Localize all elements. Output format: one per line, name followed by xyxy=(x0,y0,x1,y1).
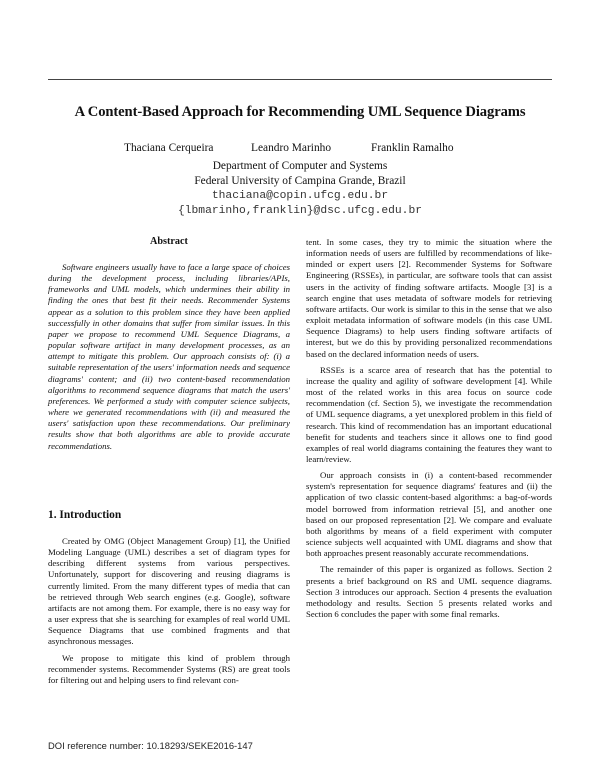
author-3: Franklin Ramalho xyxy=(371,142,454,154)
university: Federal University of Campina Grande, Brazil xyxy=(194,175,406,187)
email-primary: thaciana@copin.ufcg.edu.br xyxy=(211,190,389,202)
intro-paragraph-outline: The remainder of this paper is organized as follows. Section 2 presents a brief background on RS and UML sequence diagrams. Section 3 introduces our approach. Section 4 presents the evaluation methodology and results. Section 5 presents related works and Section 6 concludes the paper with some final remarks. xyxy=(306,564,552,619)
author-2: Leandro Marinho xyxy=(251,142,332,154)
introduction-left-column xyxy=(48,536,290,686)
paper-title: A Content-Based Approach for Recommending UML Sequence Diagrams xyxy=(74,104,526,120)
intro-paragraph-continued: tent. In some cases, they try to mimic the situation where the information needs of users are fulfilled by recommendations of like-minded or expert users [2]. Recommender Systems for Software Engineering (RSSEs), in particular, are software tools that can assist users in the activity of finding software artifacts. Moogle [3] is a search engine that uses metadata of software models for retrieving software artifacts. Our work is similar to this in the sense that we also exploit metadata information of software models (in this case UML Sequence Diagrams) to help users finding software artifacts of interest, but we do this by providing personalized recommendations based on the declared information needs of users. xyxy=(306,237,552,359)
abstract-heading: Abstract xyxy=(150,236,188,247)
doi-footer: DOI reference number: 10.18293/SEKE2016-147 xyxy=(48,740,253,751)
intro-paragraph-1: Created by OMG (Object Management Group) [1], the Unified Modeling Language (UML) describes a set of diagram types for describing different systems from various perspectives. Unfortunately, support for discovering and reusing diagrams is currently limited. From the many different types of media that can be retrieved through Web search engines (e.g. Google), software artifacts are not among them. For example, there is no easy way for a user express that she is searching for examples of real world UML Sequence Diagrams that use combined fragments and that asynchronous messages. xyxy=(48,536,290,647)
top-rule xyxy=(48,79,552,80)
intro-paragraph-approach: Our approach consists in (i) a content-based recommender system's representation for sequence diagrams' features and (ii) the application of two classic content-based algorithms: a bag-of-words model borrowed from information retrieval [5], and another one based on our proposed representation [2]. We compare and evaluate both algorithms by means of a field experiment with computer science subjects well acquainted with UML diagrams and show that both approaches present reasonably accurate recommendations. xyxy=(306,470,552,559)
author-1: Thaciana Cerqueira xyxy=(124,142,214,154)
email-secondary: {lbmarinho,franklin}@dsc.ufcg.edu.br xyxy=(177,205,423,217)
introduction-right-column xyxy=(306,237,552,620)
intro-paragraph-2: We propose to mitigate this kind of problem through recommender systems. Recommender Systems (RS) are great tools for filtering out and helping users to find relevant con- xyxy=(48,652,290,685)
department: Department of Computer and Systems xyxy=(212,160,388,172)
abstract-paragraph: Software engineers usually have to face a large space of choices during the development process, including libraries/APIs, frameworks and UML models, which undermines their ability in finding the ones that best fit their needs. Recommender Systems appear as a solution to this problem since they have been applied successfully in other domains that suffer from similar issues. In this paper we propose to recommend UML Sequence Diagrams, a popular software artifact in many development processes, as an attempt to mitigate this problem. Our approach consists of: (i) a suitable representation of the users' information needs and sequence diagrams' content; and (ii) two content-based recommendation algorithms to recommend sequence diagrams that match the users' preferences. We performed a study with computer science subjects, where we generated recommendations with (ii) and measured the users' satisfaction upon these recommendations. Our preliminary results show that both algorithms are able to provide accurate recommendations. xyxy=(48,262,290,451)
section-heading-introduction: 1. Introduction xyxy=(48,509,122,521)
abstract-text xyxy=(48,262,290,452)
intro-paragraph-rsses: RSSEs is a scarce area of research that has the potential to increase the quality and agility of software development [4]. While most of the related works in this area focus on source code recommendation (cf. Section 5), we investigate the recommendation of UML sequence diagrams, a yet unexplored problem in this field of research. This kind of recommendation has an important educational benefit for students and teachers since it allows one to find good examples of real world diagrams containing the features they want to learn/review. xyxy=(306,364,552,464)
